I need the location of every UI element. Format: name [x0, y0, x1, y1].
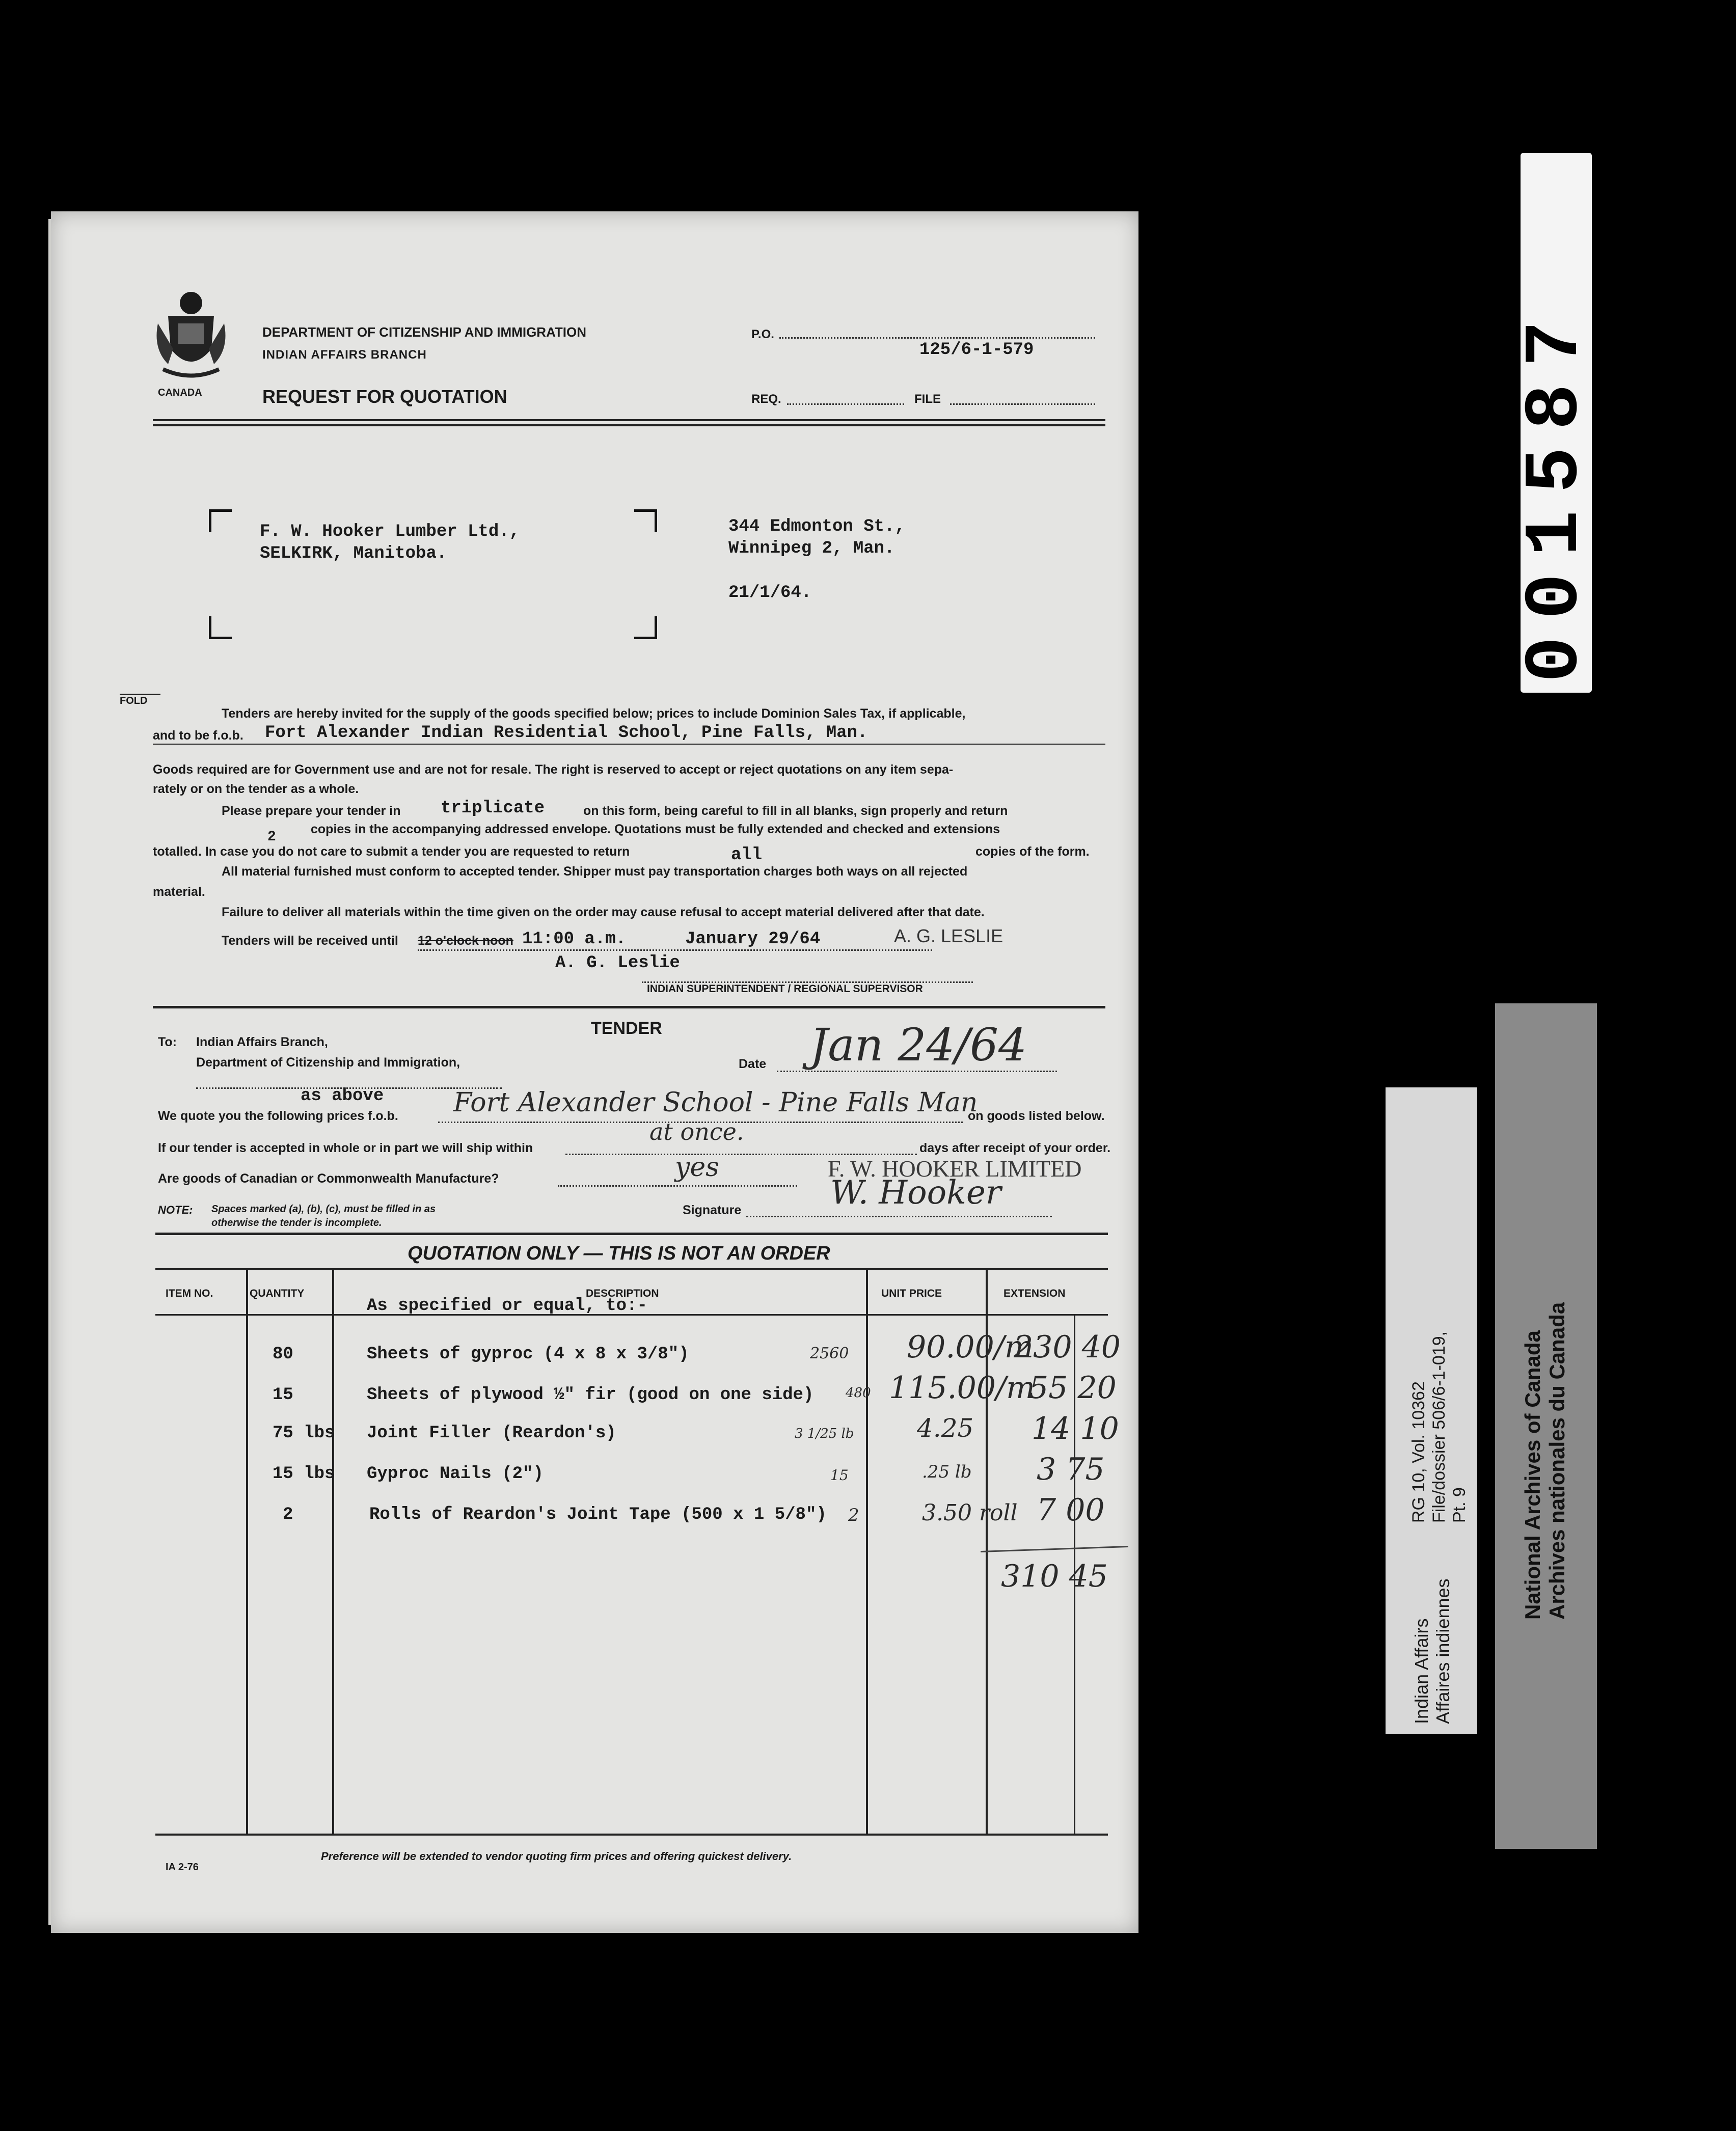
document-page: [51, 211, 1138, 1933]
terms-paragraph-5: Failure to deliver all materials within the time given on the order may cause refusal to accept material delivered after that date.: [222, 905, 985, 919]
file-label: FILE: [914, 392, 941, 406]
fob-underline: [153, 744, 1105, 745]
ship-within-label: If our tender is accepted in whole or in part we will ship within: [158, 1141, 533, 1155]
to-label: To:: [158, 1035, 177, 1049]
row5-quantity: 2: [283, 1505, 293, 1524]
row5-extension: 7 00: [1037, 1492, 1105, 1528]
table-top-rule: [155, 1233, 1108, 1235]
row2-extension: 55 20: [1029, 1370, 1117, 1406]
form-title: REQUEST FOR QUOTATION: [262, 386, 507, 407]
row4-quantity: 15 lbs: [273, 1464, 335, 1484]
col-header-extension: EXTENSION: [1003, 1288, 1066, 1299]
col-divider-1: [246, 1270, 248, 1836]
row3-note: 3 1/25 lb: [795, 1426, 854, 1441]
terms-paragraph-4b: material.: [153, 885, 205, 899]
col-divider-2: [332, 1270, 334, 1836]
row1-note: 2560: [810, 1345, 849, 1362]
col-header-quantity: QUANTITY: [250, 1288, 305, 1299]
fold-label: FOLD: [120, 695, 148, 706]
canadian-goods-line: [558, 1184, 797, 1187]
as-above-typed: as above: [301, 1086, 384, 1106]
note-line-1: Spaces marked (a), (b), (c), must be filled in as: [211, 1204, 436, 1215]
superintendent-caption: INDIAN SUPERINTENDENT / REGIONAL SUPERVISOR: [647, 983, 923, 995]
row4-note: 15: [830, 1467, 849, 1484]
leslie-typed-name: A. G. Leslie: [555, 953, 680, 973]
row4-description: Gyproc Nails (2"): [367, 1464, 544, 1484]
row2-unit-price: 115.00/m: [889, 1370, 1036, 1406]
note-label: NOTE:: [158, 1204, 193, 1216]
col-header-description: DESCRIPTION: [586, 1288, 659, 1299]
tender-section-rule: [153, 1006, 1105, 1008]
tender-time: 11:00 a.m.: [522, 930, 627, 949]
archive-dept-fr: Affaires indiennes: [1432, 1578, 1453, 1724]
tenders-received-label: Tenders will be received until: [222, 934, 398, 948]
return-copies-typed: all: [731, 845, 763, 865]
coat-of-arms-icon: [153, 288, 229, 382]
req-line: [787, 402, 904, 405]
addressee-line-2: SELKIRK, Manitoba.: [260, 544, 447, 563]
copies-typed: triplicate: [441, 799, 545, 818]
table-header-top: [155, 1268, 1108, 1270]
signature-label: Signature: [683, 1203, 742, 1217]
canadian-goods-label: Are goods of Canadian or Commonwealth Manufacture?: [158, 1171, 499, 1186]
fob-quote-label: We quote you the following prices f.o.b.: [158, 1109, 398, 1123]
sender-date: 21/1/64.: [728, 583, 812, 603]
table-bottom-rule: [155, 1834, 1108, 1836]
addressee-line-1: F. W. Hooker Lumber Ltd.,: [260, 522, 520, 541]
col-divider-3: [866, 1270, 868, 1836]
struck-time: 12 o'clock noon: [418, 934, 513, 948]
copies-number: 2: [267, 829, 276, 845]
po-label: P.O.: [751, 327, 774, 341]
ship-within-after: days after receipt of your order.: [919, 1141, 1111, 1155]
form-number: IA 2-76: [166, 1862, 199, 1873]
company-stamp: F. W. HOOKER LIMITED: [828, 1156, 1082, 1182]
row3-quantity: 75 lbs: [273, 1424, 335, 1443]
archive-institution-fr: Archives nationales du Canada: [1545, 1302, 1569, 1620]
row2-quantity: 15: [273, 1385, 293, 1405]
terms-paragraph-1b: and to be f.o.b.: [153, 728, 243, 743]
terms-paragraph-4a: All material furnished must conform to accepted tender. Shipper must pay transportation charges both ways on all rejected: [222, 864, 968, 879]
terms-paragraph-1a: Tenders are hereby invited for the supply of the goods specified below; prices to include Dominion Sales Tax, if applicable,: [222, 706, 966, 721]
row1-unit-price: 90.00/m: [907, 1329, 1034, 1365]
archive-part: Pt. 9: [1450, 1487, 1469, 1523]
handwritten-ship: at once.: [649, 1118, 744, 1145]
archive-volume: RG 10, Vol. 10362: [1409, 1381, 1428, 1523]
col-header-item: ITEM NO.: [166, 1288, 213, 1299]
header-rule-1: [153, 419, 1105, 421]
handwritten-fob: Fort Alexander School - Pine Falls Man: [453, 1087, 978, 1118]
tender-title: TENDER: [591, 1019, 662, 1038]
fold-mark: [120, 694, 160, 695]
description-intro: As specified or equal, to:-: [367, 1296, 647, 1316]
row4-unit-price: .25 lb: [922, 1462, 972, 1482]
row3-description: Joint Filler (Reardon's): [367, 1424, 616, 1443]
terms-paragraph-3d: totalled. In case you do not care to submit a tender you are requested to return: [153, 844, 630, 859]
sender-line-1: 344 Edmonton St.,: [728, 517, 905, 536]
file-line: [950, 402, 1095, 405]
archive-institution-block: [1521, 1161, 1569, 1620]
header-rule-2: [153, 424, 1105, 426]
req-label: REQ.: [751, 392, 781, 406]
terms-paragraph-3b: on this form, being careful to fill in all blanks, sign properly and return: [583, 804, 1008, 818]
row5-unit-price: 3.50 roll: [922, 1500, 1018, 1526]
archive-institution-en: National Archives of Canada: [1521, 1330, 1544, 1620]
row1-quantity: 80: [273, 1345, 293, 1364]
department-name: DEPARTMENT OF CITIZENSHIP AND IMMIGRATION: [262, 324, 587, 340]
window-corner-tr: [634, 509, 657, 532]
row4-extension: 3 75: [1037, 1452, 1105, 1487]
branch-name: INDIAN AFFAIRS BRANCH: [262, 348, 427, 362]
terms-paragraph-2a: Goods required are for Government use and are not for resale. The right is reserved to accept or reject quotations on any item sepa-: [153, 762, 954, 777]
preference-note: Preference will be extended to vendor quoting firm prices and offering quickest delivery.: [321, 1850, 792, 1863]
terms-paragraph-3c: copies in the accompanying addressed envelope. Quotations must be fully extended and checked and extensions: [311, 822, 1000, 836]
tender-date-line: [418, 948, 932, 951]
fob-quote-after: on goods listed below.: [968, 1109, 1105, 1123]
row5-note: 2: [848, 1505, 859, 1525]
sender-line-2: Winnipeg 2, Man.: [728, 539, 895, 558]
terms-paragraph-2b: rately or on the tender as a whole.: [153, 782, 359, 796]
row1-description: Sheets of gyproc (4 x 8 x 3/8"): [367, 1345, 689, 1364]
window-corner-tl: [209, 509, 232, 532]
quotation-banner: QUOTATION ONLY — THIS IS NOT AN ORDER: [408, 1243, 830, 1264]
terms-paragraph-3a: Please prepare your tender in: [222, 804, 401, 818]
signature-line: [746, 1215, 1052, 1217]
window-corner-bl: [209, 616, 232, 639]
to-line-1: Indian Affairs Branch,: [196, 1035, 328, 1049]
row3-unit-price: 4.25: [917, 1413, 974, 1443]
archive-file: File/dossier 506/6-1-019,: [1429, 1331, 1449, 1523]
handwritten-yes: yes: [675, 1152, 719, 1183]
po-line: [779, 336, 1095, 339]
handwritten-date: Jan 24/64: [810, 1019, 1027, 1071]
archive-dept-en: Indian Affairs: [1411, 1618, 1432, 1724]
row3-extension: 14 10: [1032, 1411, 1119, 1446]
col-header-unit-price: UNIT PRICE: [881, 1288, 942, 1299]
leslie-stamp: A. G. LESLIE: [894, 925, 1003, 946]
fob-destination: Fort Alexander Indian Residential School, Pine Falls, Man.: [265, 723, 868, 743]
archive-file-block: [1408, 1105, 1470, 1523]
window-corner-br: [634, 616, 657, 639]
note-line-2: otherwise the tender is incomplete.: [211, 1217, 382, 1228]
country-label: CANADA: [158, 387, 202, 398]
po-number: 125/6-1-579: [919, 340, 1034, 360]
row2-description: Sheets of plywood ½" fir (good on one side): [367, 1385, 814, 1405]
row2-note: 480: [846, 1385, 871, 1401]
handwritten-signature: W. Hooker: [830, 1174, 1001, 1212]
extension-total: 310 45: [1001, 1559, 1108, 1594]
date-label: Date: [739, 1057, 767, 1071]
to-line-2: Department of Citizenship and Immigration,: [196, 1055, 460, 1070]
row1-extension: 230 40: [1014, 1329, 1121, 1365]
terms-paragraph-3e: copies of the form.: [975, 844, 1090, 859]
row5-description: Rolls of Reardon's Joint Tape (500 x 1 5/8"): [369, 1505, 827, 1524]
tender-date: January 29/64: [685, 930, 821, 949]
frame-number: 001587: [1513, 303, 1599, 682]
